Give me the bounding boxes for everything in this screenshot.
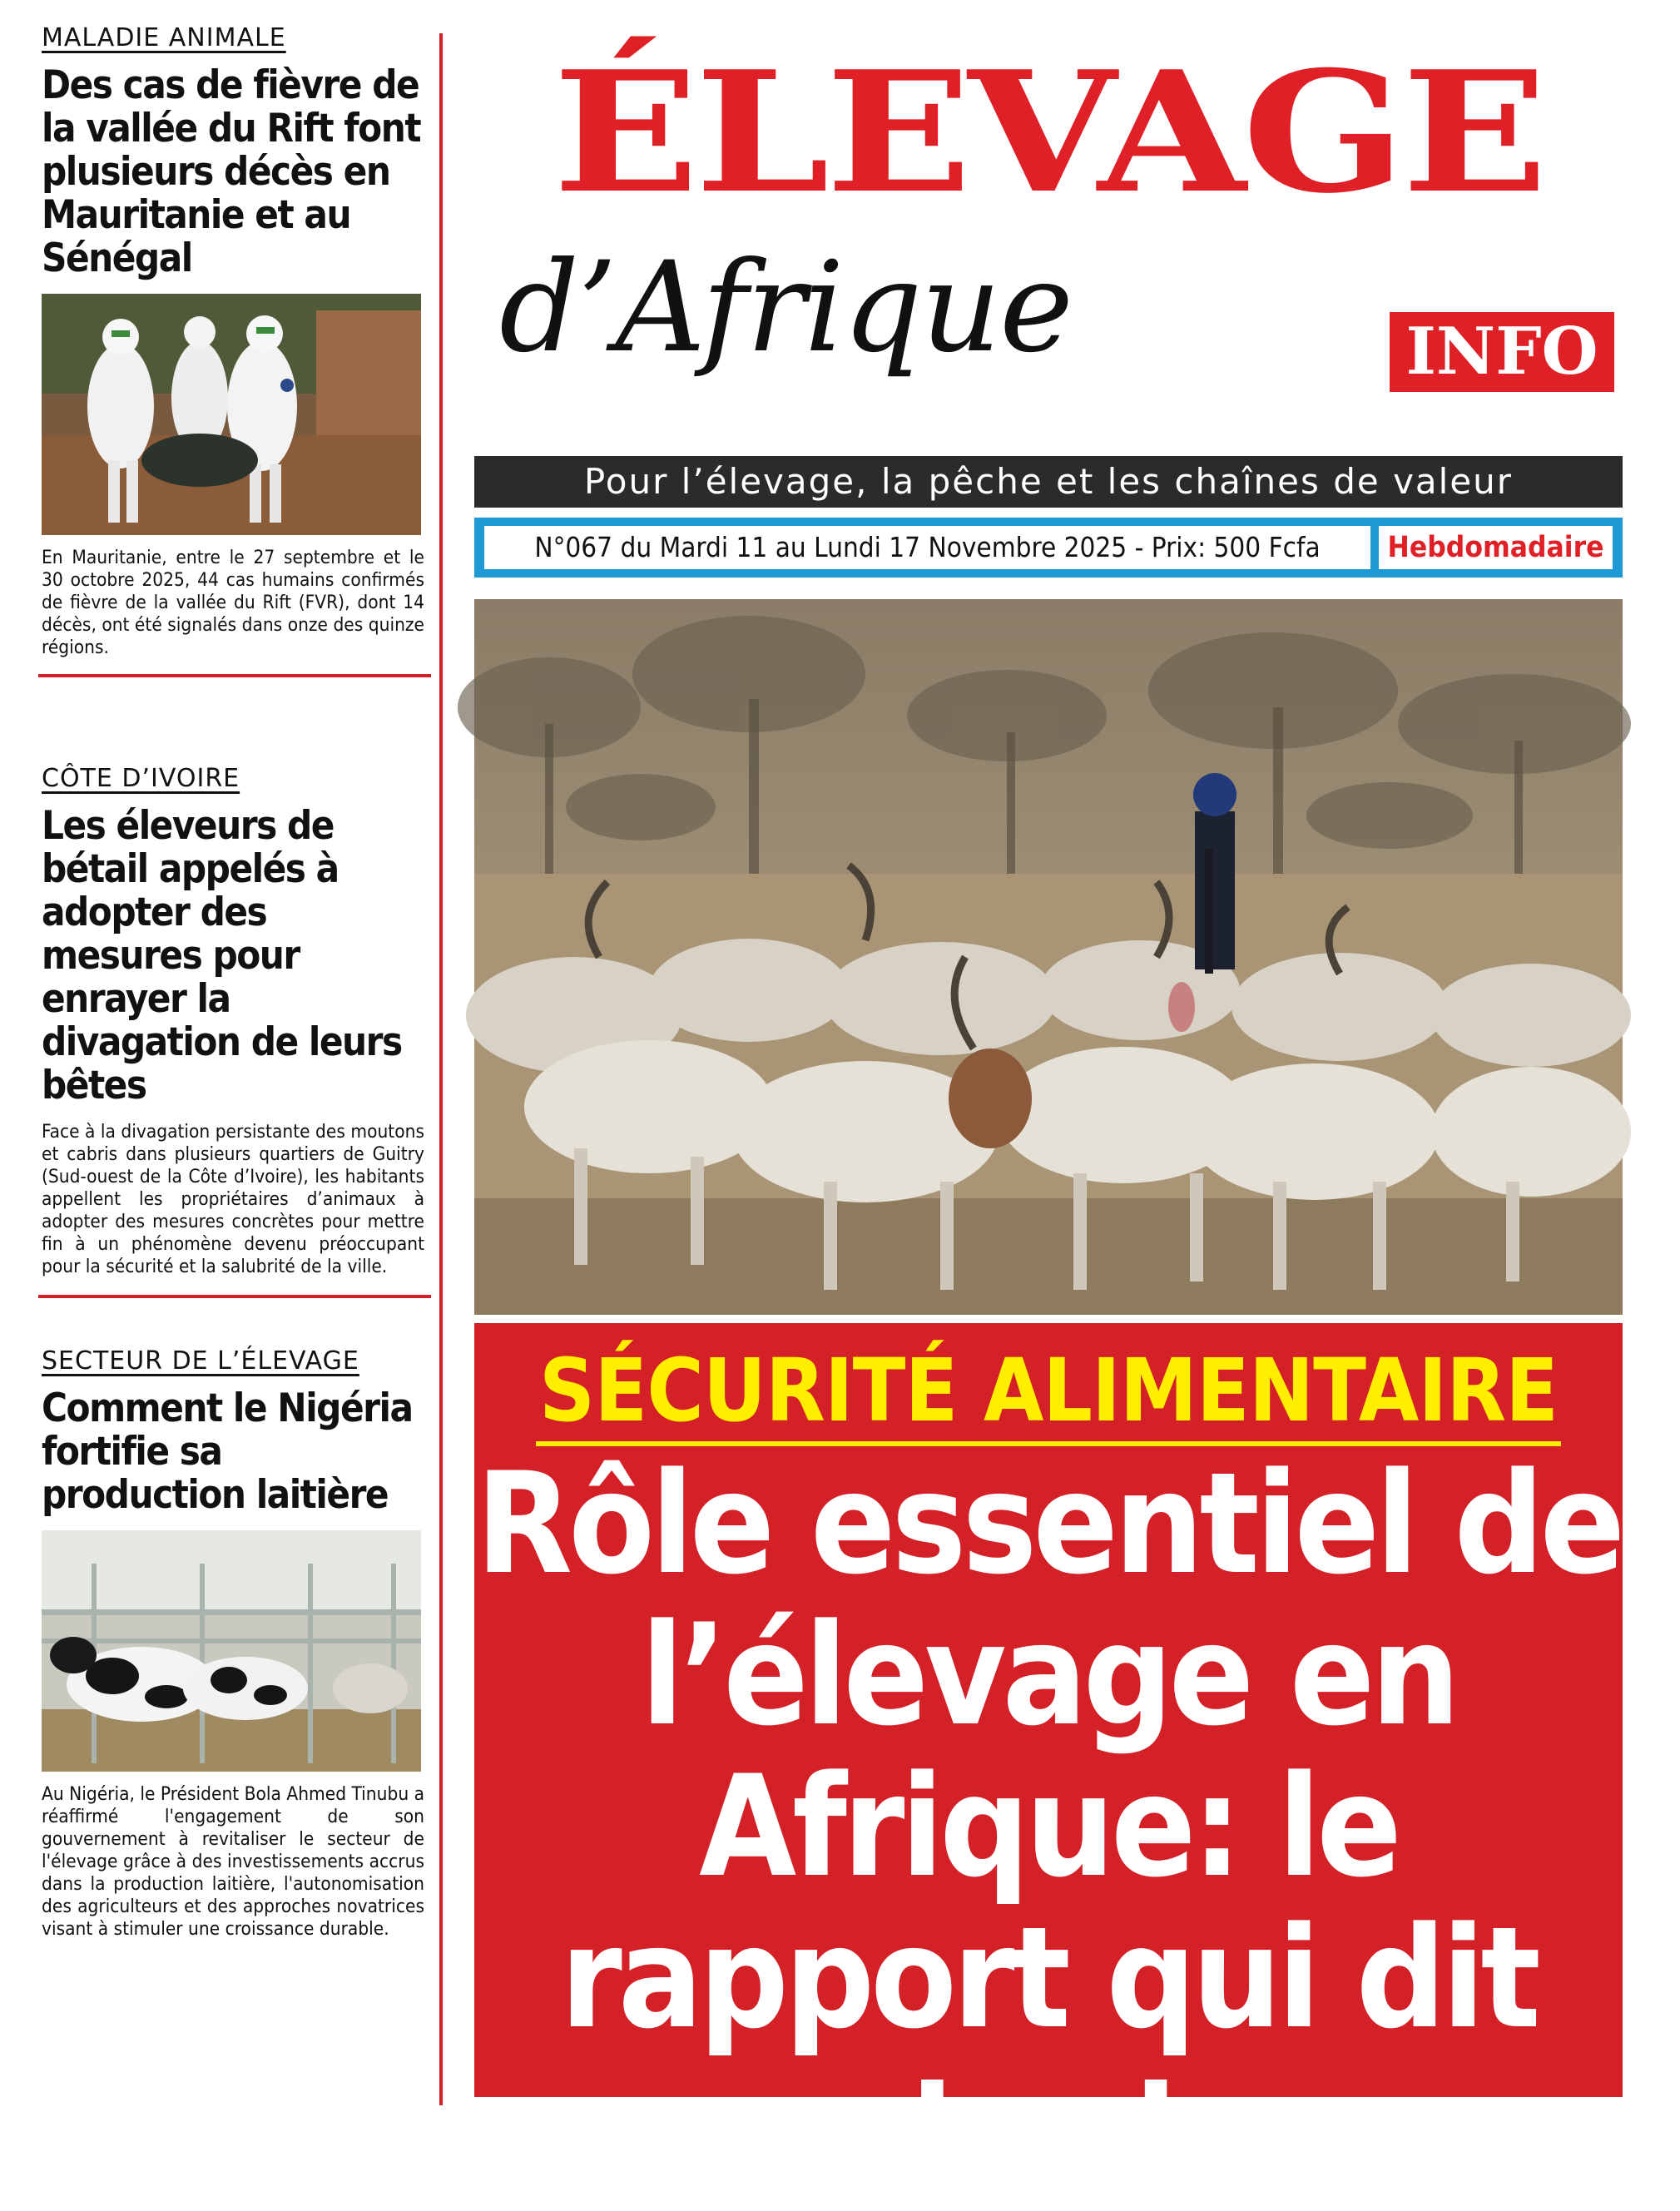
frequency-label: Hebdomadaire: [1379, 526, 1613, 569]
masthead-title: ÉLEVAGE: [553, 35, 1544, 231]
story-rift-fever[interactable]: [42, 23, 424, 677]
masthead: [474, 33, 1623, 566]
issue-bar: [474, 518, 1623, 578]
story-nigeria-dairy[interactable]: [42, 1346, 424, 1941]
lead-kicker-text: SÉCURITÉ ALIMENTAIRE: [536, 1340, 1561, 1446]
story-body: En Mauritanie, entre le 27 septembre et le 30 octobre 2025, 44 cas humains confirmés de fièvre de la vallée du Rift (FVR), dont 14 décès, ont été signalés dans onze des quinze régions.: [42, 547, 424, 658]
info-badge: INFO: [1390, 312, 1614, 392]
story-headline[interactable]: Les éleveurs de bétail appelés à adopter des mesures pour enrayer la divagation de leurs bêtes: [42, 803, 402, 1108]
health-workers-photo: [42, 294, 421, 535]
lead-headline[interactable]: Rôle essentiel de l’élevage en Afrique: le rapport qui dit tout: [475, 1442, 1622, 2211]
masthead-subtitle: d’Afrique: [499, 235, 1072, 380]
column-divider: [439, 33, 443, 2105]
lead-story[interactable]: [474, 1323, 1623, 2211]
story-kicker: MALADIE ANIMALE: [42, 23, 286, 52]
masthead-tagline: Pour l’élevage, la pêche et les chaînes de valeur: [474, 456, 1623, 508]
story-kicker: CÔTE D’IVOIRE: [42, 764, 240, 793]
issue-info: N°067 du Mardi 11 au Lundi 17 Novembre 2025 - Prix: 500 Fcfa: [484, 526, 1370, 569]
story-divider: [38, 674, 431, 677]
story-cote-divoire[interactable]: [42, 764, 424, 1298]
lead-kicker: [474, 1338, 1623, 1443]
story-headline[interactable]: Des cas de fièvre de la vallée du Rift font plusieurs décès en Mauritanie et au Sénégal: [42, 62, 421, 281]
story-kicker: SECTEUR DE L’ÉLEVAGE: [42, 1346, 359, 1376]
dairy-cows-photo: [42, 1530, 421, 1772]
story-headline[interactable]: Comment le Nigéria fortifie sa production laitière: [42, 1386, 413, 1518]
story-body: Face à la divagation persistante des moutons et cabris dans plusieurs quartiers de Guitry (Sud-ouest de la Côte d’Ivoire), les habitants appellent les propriétaires d’animaux à adopter des mesures concrètes pour mettre fin à un phénomène devenu préoccupant pour la sécurité et la salubrité de la ville.: [42, 1121, 424, 1277]
story-divider: [38, 1295, 431, 1298]
story-body: Au Nigéria, le Président Bola Ahmed Tinubu a réaffirmé l'engagement de son gouvernement à revitaliser le secteur de l'élevage grâce à des investissements accrus dans la production laitière, l'autonomisation des agriculteurs et des approches novatrices visant à stimuler une croissance durable.: [42, 1783, 424, 1940]
cattle-herd-photo: [474, 599, 1623, 1315]
